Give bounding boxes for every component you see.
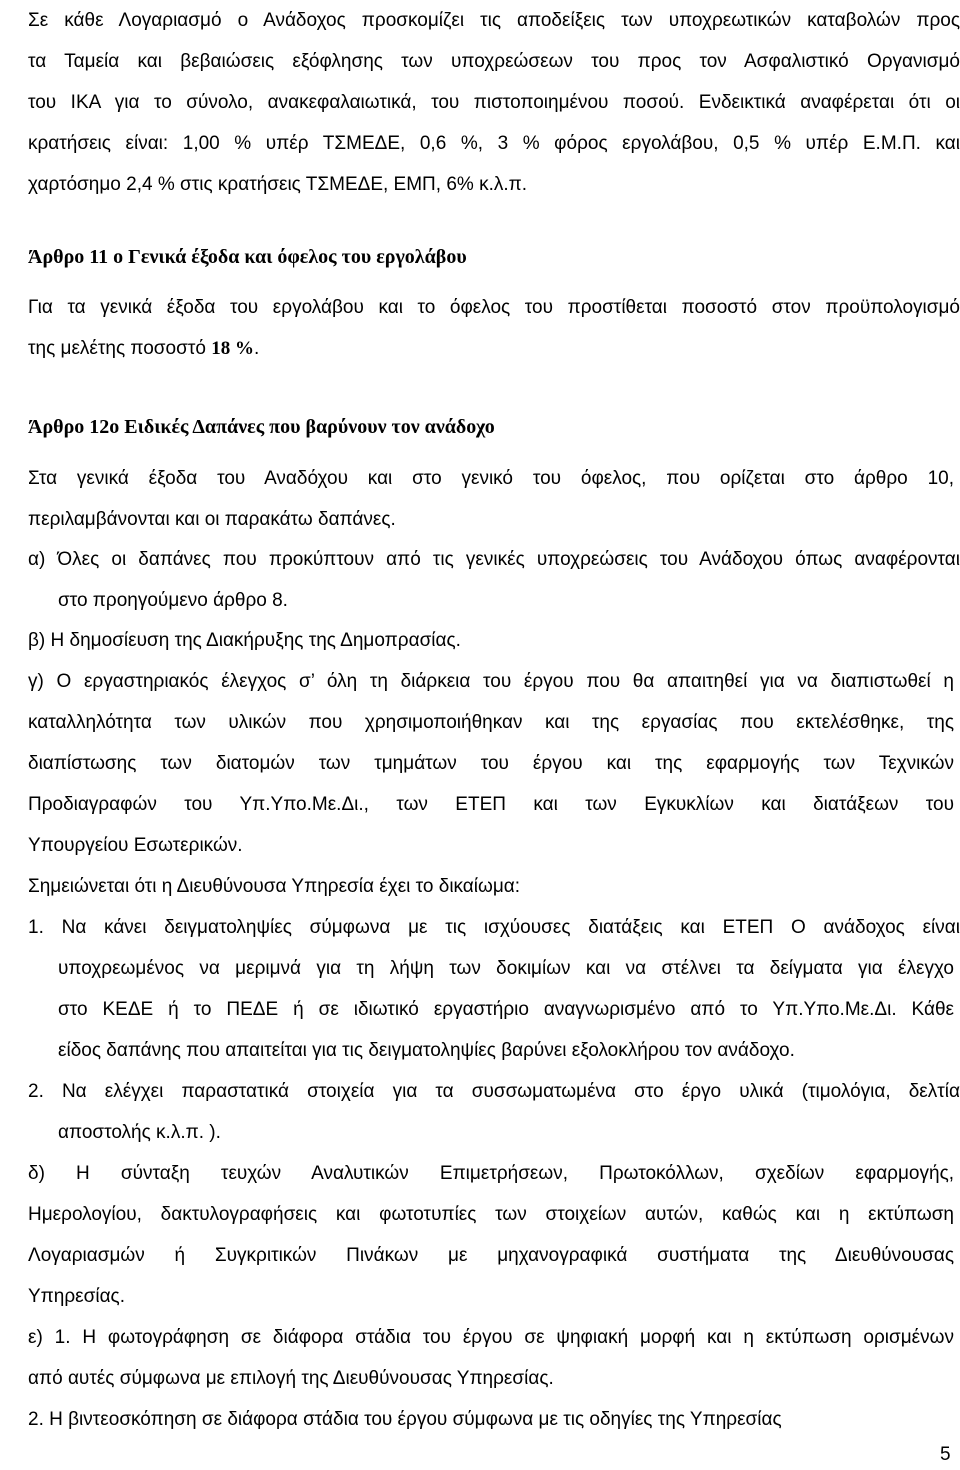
intro-line-2: τα Ταμεία και βεβαιώσεις εξόφλησης των υποχρεώσεων του προς τον Ασφαλιστικό Οργανισμό	[28, 51, 960, 72]
page-number: 5	[940, 1444, 951, 1465]
article-12-heading: Άρθρο 12ο Ειδικές Δαπάνες που βαρύνουν τον ανάδοχο	[28, 416, 495, 438]
right-1-line-4: είδος δαπάνης που απαιτείται για τις δειγματοληψίες βαρύνει εξολοκλήρου τον ανάδοχο.	[58, 1040, 795, 1061]
intro-line-4: κρατήσεις είναι: 1,00 % υπέρ ΤΣΜΕΔΕ, 0,6 %, 3 % φόρος εργολάβου, 0,5 % υπέρ Ε.Μ.Π. και	[28, 133, 960, 154]
right-2-line-2: αποστολής κ.λ.π. ).	[58, 1122, 221, 1143]
intro-line-3: του ΙΚΑ για το σύνολο, ανακεφαλαιωτικά, του πιστοποιημένου ποσού. Ενδεικτικά αναφέρεται ότι οι	[28, 92, 960, 113]
article-11-line-2	[28, 338, 259, 360]
item-e-line-2: από αυτές σύμφωνα με επιλογή της Διευθύνουσας Υπηρεσίας.	[28, 1368, 554, 1389]
article-11-line-2-suffix: .	[253, 338, 260, 359]
article-11-line-1: Για τα γενικά έξοδα του εργολάβου και το όφελος του προστίθεται ποσοστό στον προϋπολογισμό	[28, 297, 960, 318]
rights-note: Σημειώνεται ότι η Διευθύνουσα Υπηρεσία έχει το δικαίωμα:	[28, 876, 521, 897]
item-d-line-1: δ) Η σύνταξη τευχών Αναλυτικών Επιμετρήσεων, Πρωτοκόλλων, σχεδίων εφαρμογής,	[28, 1163, 954, 1184]
article-12-p1-line-1: Στα γενικά έξοδα του Αναδόχου και στο γενικό του όφελος, που ορίζεται στο άρθρο 10,	[28, 468, 954, 489]
intro-line-1: Σε κάθε Λογαριασμό ο Ανάδοχος προσκομίζει τις αποδείξεις των υποχρεωτικών καταβολών προς	[28, 10, 960, 31]
article-12-p1-line-2: περιλαμβάνονται και οι παρακάτω δαπάνες.	[28, 509, 396, 530]
article-11-line-2-text: της μελέτης ποσοστό	[28, 338, 212, 359]
item-a-line-2: στο προηγούμενο άρθρο 8.	[58, 590, 288, 611]
item-c-line-1: γ) Ο εργαστηριακός έλεγχος σ’ όλη τη διάρκεια του έργου που θα απαιτηθεί για να διαπιστωθεί η	[28, 671, 954, 692]
right-1-line-3: στο ΚΕΔΕ ή το ΠΕΔΕ ή σε ιδιωτικό εργαστήριο αναγνωρισμένο από το Υπ.Υπο.Με.Δι. Κάθε	[58, 999, 954, 1020]
item-d-line-4: Υπηρεσίας.	[28, 1286, 125, 1307]
article-11-heading: Άρθρο 11 ο Γενικά έξοδα και όφελος του εργολάβου	[28, 246, 467, 268]
overhead-percentage: 18 %	[211, 338, 254, 359]
right-1-line-1: 1. Να κάνει δειγματοληψίες σύμφωνα με τις ισχύουσες διατάξεις και ΕΤΕΠ Ο ανάδοχος είναι	[28, 917, 960, 938]
item-a-line-1: α) Όλες οι δαπάνες που προκύπτουν από τις γενικές υποχρεώσεις του Ανάδοχου όπως αναφέρονται	[28, 549, 960, 570]
item-d-line-3: Λογαριασμών ή Συγκριτικών Πινάκων με μηχανογραφικά συστήματα της Διευθύνουσας	[28, 1245, 954, 1266]
item-c-line-4: Προδιαγραφών του Υπ.Υπο.Με.Δι., των ΕΤΕΠ και των Εγκυκλίων και διατάξεων του	[28, 794, 954, 815]
intro-line-5: χαρτόσημο 2,4 % στις κρατήσεις ΤΣΜΕΔΕ, ΕΜΠ, 6% κ.λ.π.	[28, 174, 528, 195]
item-d-line-2: Ημερολογίου, δακτυλογραφήσεις και φωτοτυπίες των στοιχείων αυτών, καθώς και η εκτύπωση	[28, 1204, 954, 1225]
item-b-line-1: β) Η δημοσίευση της Διακήρυξης της Δημοπρασίας.	[28, 630, 461, 651]
item-e-line-3: 2. Η βιντεοσκόπηση σε διάφορα στάδια του έργου σύμφωνα με τις οδηγίες της Υπηρεσίας	[28, 1409, 782, 1430]
right-2-line-1: 2. Να ελέγχει παραστατικά στοιχεία για τα συσσωματωμένα στο έργο υλικά (τιμολόγια, δελτία	[28, 1081, 960, 1102]
item-c-line-5: Υπουργείου Εσωτερικών.	[28, 835, 243, 856]
item-c-line-3: διαπίστωσης των διατομών των τμημάτων του έργου και της εφαρμογής των Τεχνικών	[28, 753, 954, 774]
item-c-line-2: καταλληλότητα των υλικών που χρησιμοποιήθηκαν και της εργασίας που εκτελέσθηκε, της	[28, 712, 954, 733]
item-e-line-1: ε) 1. Η φωτογράφηση σε διάφορα στάδια του έργου σε ψηφιακή μορφή και η εκτύπωση ορισμένων	[28, 1327, 954, 1348]
right-1-line-2: υποχρεωμένος να μεριμνά για τη λήψη των δοκιμίων και να στέλνει τα δείγματα για έλεγχο	[58, 958, 954, 979]
